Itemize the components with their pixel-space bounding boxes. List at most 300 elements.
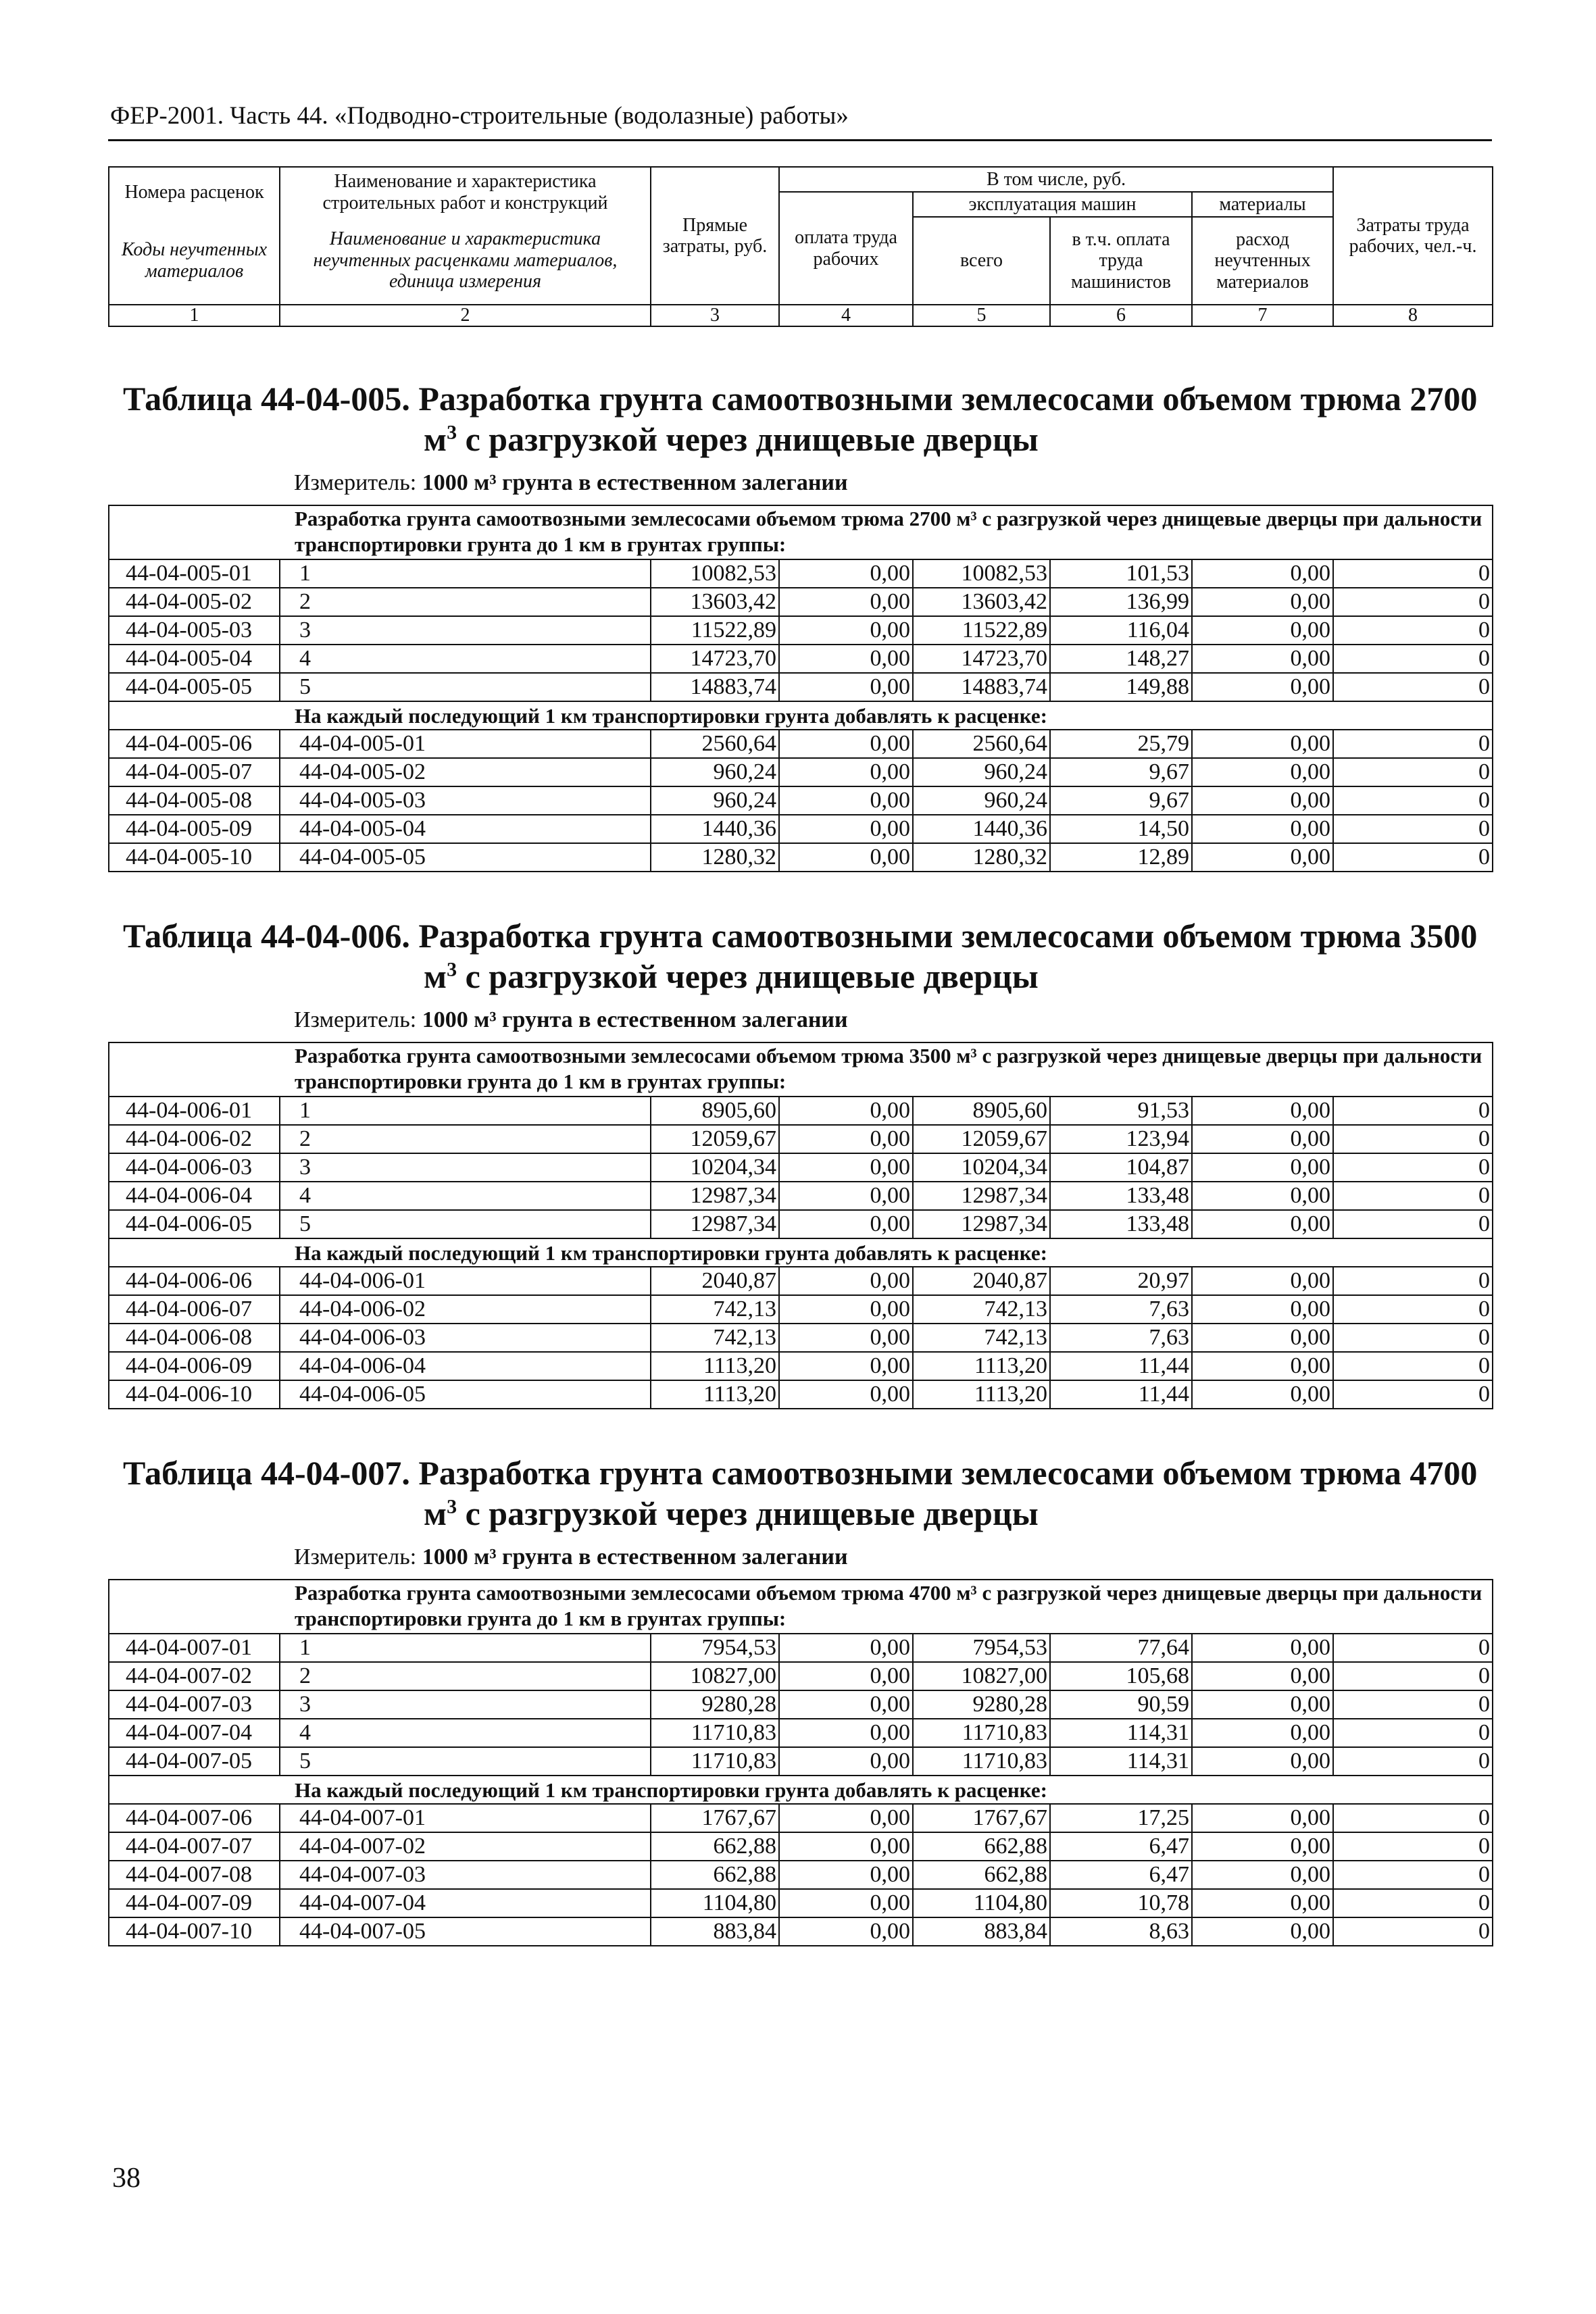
table-cell: 0,00 <box>1192 673 1333 701</box>
column-header-table <box>108 166 1493 327</box>
table-cell: 9,67 <box>1050 786 1192 815</box>
header-direct-costs: Прямые затраты, руб. <box>651 167 779 305</box>
table-cell: 44-04-005-01 <box>109 559 280 588</box>
table-cell: 10827,00 <box>913 1662 1050 1690</box>
table-cell: 0,00 <box>779 1747 913 1776</box>
table-cell: 742,13 <box>913 1324 1050 1352</box>
table-cell: 12987,34 <box>651 1210 779 1238</box>
table-cell: 742,13 <box>651 1324 779 1352</box>
table-cell: 14723,70 <box>651 645 779 673</box>
table-cell: 0,00 <box>779 673 913 701</box>
table-cell: 0 <box>1333 1747 1493 1776</box>
title-unit: м <box>424 420 447 458</box>
table-row <box>109 1125 1493 1153</box>
table-cell: 7,63 <box>1050 1295 1192 1324</box>
table-cell: 0 <box>1333 1295 1493 1324</box>
table-cell: 11710,83 <box>913 1747 1050 1776</box>
table-cell: 44-04-005-04 <box>109 645 280 673</box>
table-cell: 44-04-005-08 <box>109 786 280 815</box>
table-cell: 2 <box>280 1125 651 1153</box>
table-cell: 10204,34 <box>913 1153 1050 1182</box>
table-cell: 8,63 <box>1050 1917 1192 1946</box>
table-cell: 44-04-007-09 <box>109 1889 280 1917</box>
table-cell: 1 <box>280 1634 651 1662</box>
table-cell: 90,59 <box>1050 1690 1192 1719</box>
table-cell: 742,13 <box>651 1295 779 1324</box>
table-cell: 0,00 <box>1192 645 1333 673</box>
table-cell: 12059,67 <box>651 1125 779 1153</box>
header-machines: эксплуатация машин <box>913 192 1192 217</box>
table-cell: 133,48 <box>1050 1210 1192 1238</box>
table-cell: 662,88 <box>651 1832 779 1861</box>
meter-label: Измеритель: <box>294 1007 422 1032</box>
table-cell: 0 <box>1333 1182 1493 1210</box>
table-cell: 0,00 <box>1192 1182 1333 1210</box>
table-cell: 44-04-007-10 <box>109 1917 280 1946</box>
header-codes-top: Номера расценок <box>109 167 280 217</box>
table-row <box>109 559 1493 588</box>
page-number: 38 <box>112 2163 141 2194</box>
table-cell: 44-04-007-04 <box>280 1889 651 1917</box>
table-cell: 960,24 <box>913 786 1050 815</box>
table-cell: 101,53 <box>1050 559 1192 588</box>
table-cell: 104,87 <box>1050 1153 1192 1182</box>
table-cell: 11710,83 <box>651 1747 779 1776</box>
title-unit: м <box>424 957 447 995</box>
table-cell: 2 <box>280 588 651 616</box>
table-row <box>109 843 1493 872</box>
table-cell: 662,88 <box>651 1861 779 1889</box>
rates-table <box>108 1579 1493 1946</box>
table-cell: 5 <box>280 1210 651 1238</box>
header-including: В том числе, руб. <box>779 167 1333 192</box>
table-cell: 1280,32 <box>913 843 1050 872</box>
table-cell: 12987,34 <box>651 1182 779 1210</box>
table-cell: 1440,36 <box>913 815 1050 843</box>
meter-label: Измеритель: <box>294 1544 422 1569</box>
table-title <box>123 1453 1492 1534</box>
table-cell: 0 <box>1333 1097 1493 1125</box>
table-title-line: Таблица 44-04-006. Разработка грунта самоотвозными землесосами объемом трюма 3500 <box>123 917 1478 955</box>
table-cell: 0,00 <box>779 786 913 815</box>
table-cell: 44-04-006-01 <box>280 1267 651 1295</box>
table-cell: 44-04-005-09 <box>109 815 280 843</box>
table-row <box>109 1690 1493 1719</box>
table-cell: 0 <box>1333 815 1493 843</box>
meter-value: 1000 м³ грунта в естественном залегании <box>422 470 848 495</box>
table-cell: 44-04-007-03 <box>280 1861 651 1889</box>
table-row <box>109 730 1493 758</box>
table-cell: 1113,20 <box>913 1380 1050 1409</box>
table-cell: 0 <box>1333 758 1493 786</box>
table-title-line: Таблица 44-04-007. Разработка грунта самоотвозными землесосами объемом трюма 4700 <box>123 1454 1478 1492</box>
table-cell: 0,00 <box>779 1861 913 1889</box>
table-cell: 44-04-007-05 <box>280 1917 651 1946</box>
table-cell: 0,00 <box>1192 1662 1333 1690</box>
table-title-line2 <box>123 1493 1492 1534</box>
caption-row <box>109 701 1493 730</box>
col-number: 5 <box>913 305 1050 326</box>
table-cell: 136,99 <box>1050 588 1192 616</box>
caption-row <box>109 1580 1493 1634</box>
table-cell: 10082,53 <box>913 559 1050 588</box>
table-cell: 1 <box>280 1097 651 1125</box>
table-title-line: Таблица 44-04-005. Разработка грунта самоотвозными землесосами объемом трюма 2700 <box>123 380 1478 418</box>
table-cell: 44-04-006-09 <box>109 1352 280 1380</box>
table-cell: 44-04-006-01 <box>109 1097 280 1125</box>
table-cell: 1113,20 <box>651 1380 779 1409</box>
table-cell: 9280,28 <box>913 1690 1050 1719</box>
table-cell: 1113,20 <box>913 1352 1050 1380</box>
table-cell: 1280,32 <box>651 843 779 872</box>
table-cell: 44-04-005-01 <box>280 730 651 758</box>
table-cell: 0,00 <box>779 1097 913 1125</box>
table-row <box>109 1804 1493 1832</box>
table-cell: 0,00 <box>779 1889 913 1917</box>
title-unit-exponent: 3 <box>447 421 457 444</box>
table-row <box>109 786 1493 815</box>
table-cell: 1767,67 <box>651 1804 779 1832</box>
table-cell: 44-04-007-02 <box>109 1662 280 1690</box>
table-cell: 3 <box>280 1153 651 1182</box>
table-caption: На каждый последующий 1 км транспортировки грунта добавлять к расценке: <box>109 1238 1493 1267</box>
table-cell: 148,27 <box>1050 645 1192 673</box>
header-machines-total: всего <box>913 217 1050 305</box>
table-cell: 12059,67 <box>913 1125 1050 1153</box>
table-cell: 0,00 <box>1192 1295 1333 1324</box>
table-cell: 0,00 <box>1192 730 1333 758</box>
table-cell: 25,79 <box>1050 730 1192 758</box>
table-row <box>109 1210 1493 1238</box>
table-cell: 0,00 <box>1192 1832 1333 1861</box>
table-cell: 0,00 <box>1192 1804 1333 1832</box>
title-rest: с разгрузкой через днищевые дверцы <box>457 1494 1039 1532</box>
measurement-unit <box>294 1544 1492 1569</box>
table-row <box>109 645 1493 673</box>
table-cell: 0,00 <box>1192 786 1333 815</box>
table-cell: 0,00 <box>1192 1352 1333 1380</box>
table-cell: 0 <box>1333 1267 1493 1295</box>
table-cell: 0,00 <box>779 1804 913 1832</box>
table-cell: 5 <box>280 673 651 701</box>
table-cell: 0,00 <box>1192 1861 1333 1889</box>
table-cell: 14,50 <box>1050 815 1192 843</box>
title-unit-exponent: 3 <box>447 958 457 981</box>
table-cell: 0,00 <box>779 1295 913 1324</box>
table-cell: 0 <box>1333 1690 1493 1719</box>
table-cell: 44-04-006-10 <box>109 1380 280 1409</box>
table-cell: 0,00 <box>779 843 913 872</box>
table-cell: 0 <box>1333 616 1493 645</box>
title-unit-exponent: 3 <box>447 1495 457 1518</box>
col-number: 3 <box>651 305 779 326</box>
table-cell: 4 <box>280 645 651 673</box>
table-cell: 0,00 <box>1192 1210 1333 1238</box>
table-cell: 44-04-005-03 <box>280 786 651 815</box>
header-labor-pay: оплата труда рабочих <box>779 192 913 305</box>
table-cell: 11710,83 <box>913 1719 1050 1747</box>
table-cell: 0,00 <box>1192 843 1333 872</box>
table-cell: 0 <box>1333 673 1493 701</box>
section-44-04-006 <box>108 915 1492 1409</box>
table-cell: 0,00 <box>779 1917 913 1946</box>
meter-label: Измеритель: <box>294 470 422 495</box>
table-cell: 2560,64 <box>913 730 1050 758</box>
table-cell: 0,00 <box>779 1662 913 1690</box>
table-row <box>109 1352 1493 1380</box>
table-cell: 0,00 <box>779 1182 913 1210</box>
table-cell: 2040,87 <box>913 1267 1050 1295</box>
table-cell: 20,97 <box>1050 1267 1192 1295</box>
table-cell: 44-04-006-05 <box>109 1210 280 1238</box>
table-cell: 114,31 <box>1050 1719 1192 1747</box>
table-cell: 44-04-005-02 <box>109 588 280 616</box>
table-row <box>109 1295 1493 1324</box>
table-cell: 0,00 <box>1192 559 1333 588</box>
table-cell: 13603,42 <box>651 588 779 616</box>
table-cell: 9,67 <box>1050 758 1192 786</box>
section-44-04-005 <box>108 378 1492 872</box>
table-cell: 44-04-006-03 <box>109 1153 280 1182</box>
col-number: 7 <box>1192 305 1333 326</box>
table-cell: 44-04-007-08 <box>109 1861 280 1889</box>
header-name-bottom: Наименование и характеристика неучтенных расценками материалов, единица измерения <box>280 217 651 305</box>
header-name-top: Наименование и характеристика строительных работ и конструкций <box>280 167 651 217</box>
table-cell: 149,88 <box>1050 673 1192 701</box>
measurement-unit <box>294 470 1492 495</box>
table-cell: 0,00 <box>779 1267 913 1295</box>
table-cell: 960,24 <box>913 758 1050 786</box>
table-cell: 105,68 <box>1050 1662 1192 1690</box>
running-head: ФЕР-2001. Часть 44. «Подводно-строительные (водолазные) работы» <box>110 102 849 130</box>
table-cell: 0 <box>1333 1210 1493 1238</box>
table-cell: 0,00 <box>779 1324 913 1352</box>
table-cell: 6,47 <box>1050 1861 1192 1889</box>
table-cell: 883,84 <box>913 1917 1050 1946</box>
header-machines-incl: в т.ч. оплата труда машинистов <box>1050 217 1192 305</box>
table-row <box>109 758 1493 786</box>
table-row <box>109 1267 1493 1295</box>
table-cell: 0,00 <box>779 1153 913 1182</box>
table-cell: 0,00 <box>779 616 913 645</box>
table-row <box>109 588 1493 616</box>
table-cell: 1104,80 <box>651 1889 779 1917</box>
table-cell: 2040,87 <box>651 1267 779 1295</box>
caption-row <box>109 1042 1493 1097</box>
table-cell: 44-04-007-04 <box>109 1719 280 1747</box>
table-cell: 0 <box>1333 786 1493 815</box>
table-row <box>109 1634 1493 1662</box>
table-cell: 4 <box>280 1719 651 1747</box>
table-cell: 0 <box>1333 1832 1493 1861</box>
table-cell: 44-04-006-07 <box>109 1295 280 1324</box>
meter-value: 1000 м³ грунта в естественном залегании <box>422 1544 848 1569</box>
table-row <box>109 1889 1493 1917</box>
table-cell: 0,00 <box>779 1380 913 1409</box>
table-row <box>109 1182 1493 1210</box>
caption-row <box>109 1238 1493 1267</box>
table-cell: 0,00 <box>1192 815 1333 843</box>
table-cell: 44-04-006-02 <box>109 1125 280 1153</box>
table-cell: 0 <box>1333 645 1493 673</box>
table-cell: 0 <box>1333 1352 1493 1380</box>
table-cell: 12,89 <box>1050 843 1192 872</box>
table-cell: 960,24 <box>651 786 779 815</box>
table-caption: Разработка грунта самоотвозными землесосами объемом трюма 3500 м³ с разгрузкой через днищевые дверцы при дальности транспортировки грунта до 1 км в грунтах группы: <box>109 1042 1493 1097</box>
table-cell: 662,88 <box>913 1861 1050 1889</box>
table-cell: 6,47 <box>1050 1832 1192 1861</box>
header-rule <box>108 139 1492 141</box>
table-cell: 3 <box>280 616 651 645</box>
table-cell: 0,00 <box>1192 1267 1333 1295</box>
table-cell: 0,00 <box>1192 1153 1333 1182</box>
table-cell: 0,00 <box>1192 758 1333 786</box>
table-cell: 0 <box>1333 1380 1493 1409</box>
table-cell: 0,00 <box>779 1690 913 1719</box>
table-caption: На каждый последующий 1 км транспортировки грунта добавлять к расценке: <box>109 701 1493 730</box>
table-cell: 0 <box>1333 843 1493 872</box>
header-materials-sub: расход неучтенных материалов <box>1192 217 1333 305</box>
table-cell: 3 <box>280 1690 651 1719</box>
title-rest: с разгрузкой через днищевые дверцы <box>457 420 1039 458</box>
header-codes-bottom: Коды неучтенных материалов <box>109 217 280 305</box>
table-cell: 0 <box>1333 1861 1493 1889</box>
table-row <box>109 1747 1493 1776</box>
table-cell: 44-04-007-01 <box>280 1804 651 1832</box>
table-cell: 0,00 <box>779 1125 913 1153</box>
table-cell: 0,00 <box>779 559 913 588</box>
table-cell: 77,64 <box>1050 1634 1192 1662</box>
table-row <box>109 1832 1493 1861</box>
table-cell: 44-04-006-03 <box>280 1324 651 1352</box>
table-cell: 0 <box>1333 559 1493 588</box>
header-materials: материалы <box>1192 192 1333 217</box>
table-cell: 10082,53 <box>651 559 779 588</box>
table-cell: 0,00 <box>779 645 913 673</box>
table-cell: 7,63 <box>1050 1324 1192 1352</box>
table-cell: 960,24 <box>651 758 779 786</box>
table-cell: 17,25 <box>1050 1804 1192 1832</box>
table-cell: 0 <box>1333 1324 1493 1352</box>
rates-table <box>108 1042 1493 1409</box>
col-number: 4 <box>779 305 913 326</box>
table-row <box>109 1917 1493 1946</box>
table-row <box>109 1662 1493 1690</box>
table-cell: 44-04-006-04 <box>280 1352 651 1380</box>
table-cell: 0 <box>1333 730 1493 758</box>
table-cell: 14883,74 <box>913 673 1050 701</box>
table-cell: 7954,53 <box>651 1634 779 1662</box>
table-cell: 44-04-005-10 <box>109 843 280 872</box>
table-cell: 0,00 <box>1192 1097 1333 1125</box>
title-rest: с разгрузкой через днищевые дверцы <box>457 957 1039 995</box>
table-cell: 0,00 <box>1192 1380 1333 1409</box>
table-title-line2 <box>123 419 1492 459</box>
table-row <box>109 1097 1493 1125</box>
table-cell: 44-04-007-01 <box>109 1634 280 1662</box>
table-cell: 0 <box>1333 1889 1493 1917</box>
table-row <box>109 616 1493 645</box>
table-cell: 12987,34 <box>913 1182 1050 1210</box>
table-cell: 0,00 <box>779 730 913 758</box>
table-cell: 44-04-005-07 <box>109 758 280 786</box>
table-row <box>109 1324 1493 1352</box>
table-cell: 44-04-005-03 <box>109 616 280 645</box>
caption-row <box>109 1776 1493 1804</box>
table-cell: 44-04-006-05 <box>280 1380 651 1409</box>
table-cell: 11710,83 <box>651 1719 779 1747</box>
table-caption: Разработка грунта самоотвозными землесосами объемом трюма 2700 м³ с разгрузкой через днищевые дверцы при дальности транспортировки грунта до 1 км в грунтах группы: <box>109 505 1493 559</box>
table-cell: 742,13 <box>913 1295 1050 1324</box>
table-cell: 0,00 <box>779 1719 913 1747</box>
table-row <box>109 1719 1493 1747</box>
table-caption: На каждый последующий 1 км транспортировки грунта добавлять к расценке: <box>109 1776 1493 1804</box>
table-cell: 0,00 <box>1192 1719 1333 1747</box>
table-row <box>109 673 1493 701</box>
table-cell: 44-04-005-02 <box>280 758 651 786</box>
table-cell: 0,00 <box>779 1832 913 1861</box>
caption-row <box>109 505 1493 559</box>
table-row <box>109 1380 1493 1409</box>
table-cell: 116,04 <box>1050 616 1192 645</box>
col-number: 1 <box>109 305 280 326</box>
table-cell: 1440,36 <box>651 815 779 843</box>
table-cell: 11522,89 <box>913 616 1050 645</box>
table-cell: 44-04-005-05 <box>109 673 280 701</box>
table-cell: 0,00 <box>779 1210 913 1238</box>
table-cell: 662,88 <box>913 1832 1050 1861</box>
table-cell: 4 <box>280 1182 651 1210</box>
measurement-unit <box>294 1007 1492 1032</box>
table-cell: 0,00 <box>1192 1324 1333 1352</box>
table-cell: 0 <box>1333 1662 1493 1690</box>
table-cell: 13603,42 <box>913 588 1050 616</box>
table-cell: 44-04-007-06 <box>109 1804 280 1832</box>
table-cell: 1 <box>280 559 651 588</box>
table-cell: 10204,34 <box>651 1153 779 1182</box>
table-cell: 44-04-005-04 <box>280 815 651 843</box>
table-cell: 0,00 <box>1192 1889 1333 1917</box>
table-cell: 8905,60 <box>651 1097 779 1125</box>
table-cell: 0 <box>1333 1917 1493 1946</box>
table-cell: 7954,53 <box>913 1634 1050 1662</box>
table-cell: 0 <box>1333 588 1493 616</box>
table-cell: 123,94 <box>1050 1125 1192 1153</box>
table-cell: 0,00 <box>1192 588 1333 616</box>
table-cell: 0,00 <box>1192 616 1333 645</box>
table-cell: 11,44 <box>1050 1352 1192 1380</box>
table-cell: 10,78 <box>1050 1889 1192 1917</box>
table-cell: 0,00 <box>779 1634 913 1662</box>
table-cell: 44-04-006-04 <box>109 1182 280 1210</box>
col-number: 6 <box>1050 305 1192 326</box>
table-title-line2 <box>123 956 1492 997</box>
section-44-04-007 <box>108 1453 1492 1946</box>
table-cell: 0,00 <box>779 815 913 843</box>
table-cell: 0,00 <box>1192 1917 1333 1946</box>
table-cell: 1113,20 <box>651 1352 779 1380</box>
table-cell: 8905,60 <box>913 1097 1050 1125</box>
table-cell: 0,00 <box>779 588 913 616</box>
meter-value: 1000 м³ грунта в естественном залегании <box>422 1007 848 1032</box>
table-row <box>109 1153 1493 1182</box>
table-cell: 91,53 <box>1050 1097 1192 1125</box>
table-cell: 0,00 <box>1192 1747 1333 1776</box>
table-cell: 0,00 <box>1192 1125 1333 1153</box>
title-unit: м <box>424 1494 447 1532</box>
table-cell: 44-04-007-07 <box>109 1832 280 1861</box>
table-caption: Разработка грунта самоотвозными землесосами объемом трюма 4700 м³ с разгрузкой через днищевые дверцы при дальности транспортировки грунта до 1 км в грунтах группы: <box>109 1580 1493 1634</box>
